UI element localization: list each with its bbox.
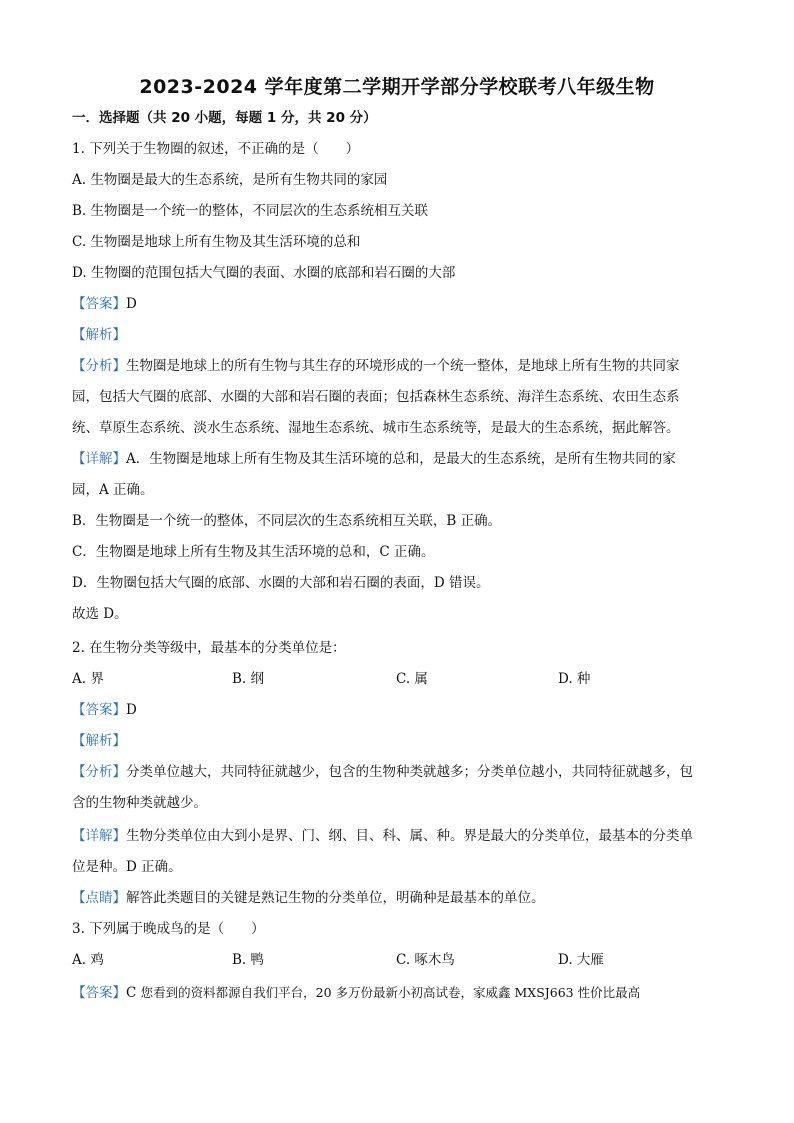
q2-fenxi-line-1 <box>72 762 693 782</box>
xiangjie-tag: 【详解】 <box>72 828 126 844</box>
q3-stem: 3. 下列属于晚成鸟的是（ ） <box>72 921 265 937</box>
q2-answer <box>72 700 137 720</box>
q3-option-a: A. 鸡 <box>72 952 104 968</box>
answer-tag: 【答案】 <box>72 702 126 718</box>
q3-option-c: C. 啄木鸟 <box>396 952 455 968</box>
analysis-tag: 【解析】 <box>72 327 126 343</box>
answer-value: C <box>126 985 137 1001</box>
q1-xiangjie-line-3: B．生物圈是一个统一的整体，不同层次的生态系统相互关联，B 正确。 <box>72 513 502 529</box>
xiangjie-text: 生物分类单位由大到小是界、门、纲、目、科、属、种。界是最大的分类单位，最基本的分类单 <box>126 828 693 844</box>
q1-fenxi-line-1 <box>72 356 680 376</box>
q1-option-b: B. 生物圈是一个统一的整体，不同层次的生态系统相互关联 <box>72 203 429 219</box>
q2-option-a: A. 界 <box>72 671 104 687</box>
q1-option-c: C. 生物圈是地球上所有生物及其生活环境的总和 <box>72 234 361 250</box>
q2-option-d: D. 种 <box>558 671 591 687</box>
q1-analysis-tag <box>72 325 126 345</box>
q1-stem: 1. 下列关于生物圈的叙述，不正确的是（ ） <box>72 141 360 157</box>
q3-option-d: D. 大雁 <box>558 952 604 968</box>
xiangjie-text: A．生物圈是地球上所有生物及其生活环境的总和，是最大的生态系统，是所有生物共同的家 <box>126 451 676 467</box>
q1-fenxi-line-3: 统、草原生态系统、淡水生态系统、湿地生态系统、城市生态系统等，是最大的生态系统，据此解答。 <box>72 420 680 436</box>
q2-fenxi-line-2: 含的生物种类就越少。 <box>72 795 207 811</box>
q2-xiangjie-line-2: 位是种。D 正确。 <box>72 859 182 875</box>
answer-value: D <box>126 702 137 718</box>
q2-option-b: B. 纲 <box>232 671 265 687</box>
answer-tag: 【答案】 <box>72 296 126 312</box>
q2-dianjing <box>72 888 545 908</box>
dianjing-tag: 【点睛】 <box>72 890 126 906</box>
answer-tag: 【答案】 <box>72 985 126 1001</box>
dianjing-text: 解答此类题目的关键是熟记生物的分类单位，明确种是最基本的单位。 <box>126 890 545 906</box>
answer-value: D <box>126 296 137 312</box>
q1-conclusion: 故选 D。 <box>72 606 128 622</box>
q2-xiangjie-line-1 <box>72 826 693 846</box>
page-title: 2023-2024 学年度第二学期开学部分学校联考八年级生物 <box>139 76 655 98</box>
q1-answer <box>72 294 137 314</box>
q1-option-d: D. 生物圈的范围包括大气圈的表面、水圈的底部和岩石圈的大部 <box>72 265 456 281</box>
watermark-text: 您看到的资料都源自我们平台，20 多万份最新小初高试卷，家威鑫 MXSJ663 性价比最高 <box>140 985 641 1000</box>
q1-xiangjie-line-2: 园，A 正确。 <box>72 482 154 498</box>
fenxi-text: 分类单位越大，共同特征就越少，包含的生物种类就越多；分类单位越小，共同特征就越多，包 <box>126 764 693 780</box>
fenxi-text: 生物圈是地球上的所有生物与其生存的环境形成的一个统一整体，是地球上所有生物的共同家 <box>126 358 680 374</box>
q2-option-c: C. 属 <box>396 671 428 687</box>
analysis-tag: 【解析】 <box>72 733 126 749</box>
q1-fenxi-line-2: 园，包括大气圈的底部、水圈的大部和岩石圈的表面；包括森林生态系统、海洋生态系统、农田生态系 <box>72 389 680 405</box>
q3-answer <box>72 983 640 1003</box>
q1-xiangjie-line-4: C．生物圈是地球上所有生物及其生活环境的总和，C 正确。 <box>72 544 435 560</box>
q1-xiangjie-line-1 <box>72 449 676 469</box>
q1-option-a: A. 生物圈是最大的生态系统，是所有生物共同的家园 <box>72 172 388 188</box>
fenxi-tag: 【分析】 <box>72 764 126 780</box>
fenxi-tag: 【分析】 <box>72 358 126 374</box>
q2-stem: 2. 在生物分类等级中，最基本的分类单位是： <box>72 640 346 656</box>
q1-xiangjie-line-5: D．生物圈包括大气圈的底部、水圈的大部和岩石圈的表面，D 错误。 <box>72 575 490 591</box>
q3-option-b: B. 鸭 <box>232 952 265 968</box>
xiangjie-tag: 【详解】 <box>72 451 126 467</box>
section-heading: 一．选择题（共 20 小题，每题 1 分，共 20 分） <box>72 110 377 126</box>
q2-analysis-tag <box>72 731 126 751</box>
